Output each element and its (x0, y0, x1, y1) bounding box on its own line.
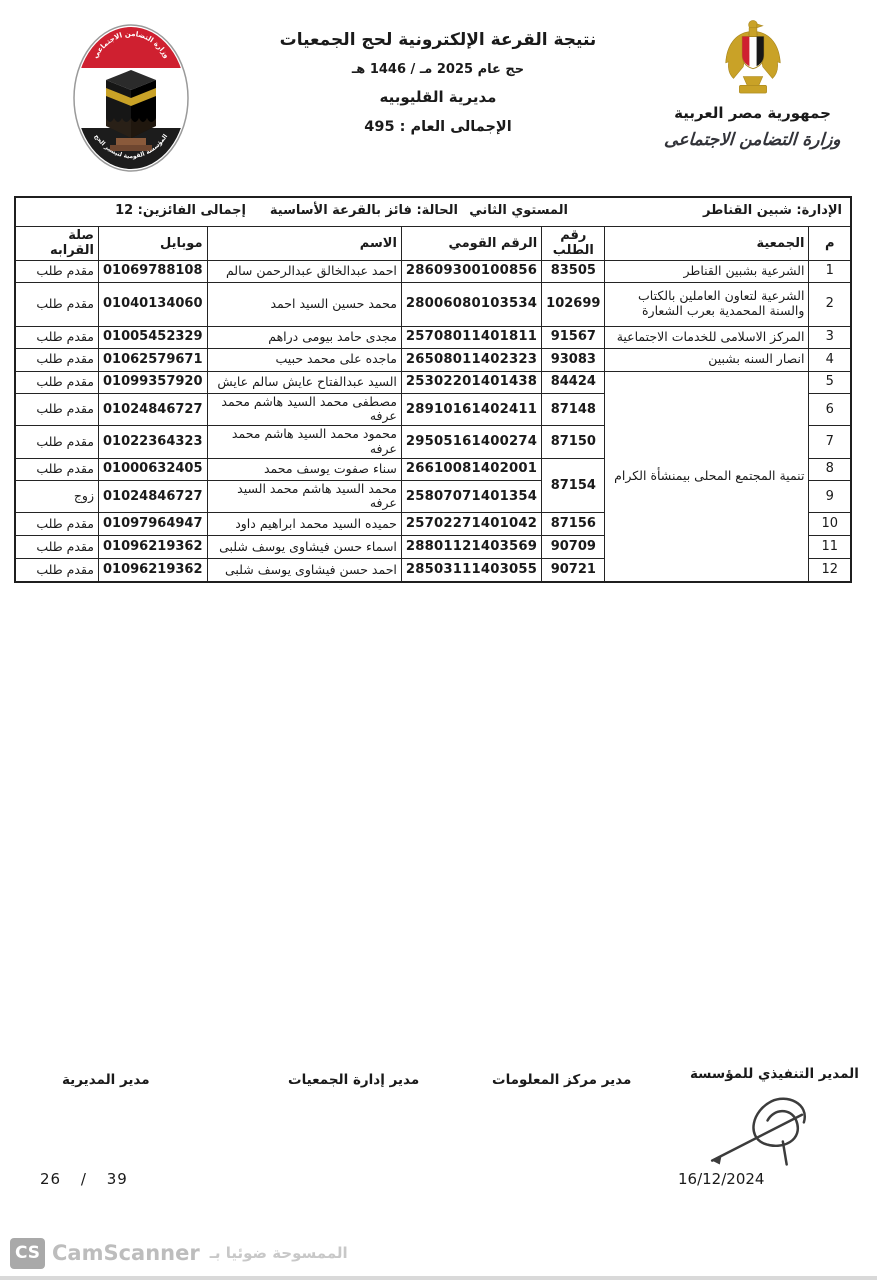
cell-request-no: 90721 (542, 559, 605, 582)
cell-num: 5 (809, 371, 851, 393)
svg-text:وزارة التضامن الاجتماعي: وزارة التضامن الاجتماعي (91, 29, 171, 60)
cell-mobile: 01000632405 (99, 458, 208, 480)
cell-name: محمد السيد هاشم محمد السيد عرفه (207, 480, 401, 513)
cell-association: انصار السنه بشبين (605, 348, 809, 371)
ministry-calligraphy: وزارة التضامن الاجتماعى (663, 130, 842, 150)
camscanner-logo-icon: CS (10, 1238, 45, 1269)
cell-mobile: 01099357920 (99, 371, 208, 393)
table-info-row (15, 197, 851, 227)
cell-national-id: 28801121403569 (401, 536, 541, 559)
column-header-relation: صلة القرابه (15, 227, 99, 261)
total-winners-label: إجمالى الفائزين: 12 (115, 203, 246, 218)
cell-num: 6 (809, 393, 851, 426)
cell-num: 1 (809, 260, 851, 282)
cell-name: احمد عبدالخالق عبدالرحمن سالم (207, 260, 401, 282)
cell-national-id: 25807071401354 (401, 480, 541, 513)
level-label: المستوي الثاني (469, 203, 568, 218)
cell-request-no: 102699 (542, 282, 605, 326)
cell-mobile: 01069788108 (99, 260, 208, 282)
handwritten-signature-icon (688, 1088, 828, 1174)
cell-relation: مقدم طلب (15, 260, 99, 282)
cell-name: مصطفى محمد السيد هاشم محمد عرفه (207, 393, 401, 426)
cell-national-id: 29505161400274 (401, 426, 541, 459)
page-title: نتيجة القرعة الإلكترونية لحج الجمعيات (279, 30, 597, 50)
cell-relation: مقدم طلب (15, 426, 99, 459)
document-date: 16/12/2024 (678, 1170, 765, 1188)
cell-mobile: 01022364323 (99, 426, 208, 459)
cell-request-no: 83505 (542, 260, 605, 282)
scan-edge-artifact (0, 1276, 877, 1280)
cell-association: الشرعية بشبين القناطر (605, 260, 809, 282)
hajj-foundation-emblem (72, 22, 190, 178)
cell-national-id: 28006080103534 (401, 282, 541, 326)
cell-association-merged: تنمية المجتمع المحلى بيمنشأة الكرام (605, 371, 809, 582)
cell-association: الشرعية لتعاون العاملين بالكتاب والسنة المحمدية بعرب الشعارة (605, 282, 809, 326)
column-header-name: الاسم (207, 227, 401, 261)
column-header-num: م (809, 227, 851, 261)
cell-relation: مقدم طلب (15, 393, 99, 426)
cell-name: محمد حسين السيد احمد (207, 282, 401, 326)
column-header-association: الجمعية (605, 227, 809, 261)
page-separator: / (80, 1170, 87, 1188)
total-pages: 39 (106, 1170, 128, 1188)
cell-name: السيد عبدالفتاح عايش سالم عايش (207, 371, 401, 393)
cell-num: 4 (809, 348, 851, 371)
column-header-request-no: رقم الطلب (542, 227, 605, 261)
cell-mobile: 01024846727 (99, 480, 208, 513)
cell-mobile: 01097964947 (99, 513, 208, 536)
camscanner-brand: CamScanner (52, 1241, 200, 1265)
cell-relation: مقدم طلب (15, 282, 99, 326)
cell-request-no: 87150 (542, 426, 605, 459)
camscanner-watermark (10, 1236, 348, 1270)
cell-national-id: 25702271401042 (401, 513, 541, 536)
table-row (15, 326, 851, 348)
table-header-row (15, 227, 851, 261)
table-row (15, 282, 851, 326)
signature-associations-director: مدير إدارة الجمعيات (288, 1072, 420, 1088)
cell-num: 2 (809, 282, 851, 326)
cell-name: محمود محمد السيد هاشم محمد عرفه (207, 426, 401, 459)
cell-name: احمد حسن فيشاوى يوسف شلبى (207, 559, 401, 582)
lottery-results-table (14, 196, 852, 583)
cell-relation: مقدم طلب (15, 326, 99, 348)
cell-name: اسماء حسن فيشاوى يوسف شلبى (207, 536, 401, 559)
egypt-eagle-icon (714, 16, 792, 98)
cell-request-no: 87148 (542, 393, 605, 426)
cell-request-no: 91567 (542, 326, 605, 348)
cell-national-id: 25302201401438 (401, 371, 541, 393)
cell-request-no: 93083 (542, 348, 605, 371)
cell-mobile: 01096219362 (99, 559, 208, 582)
cell-relation: مقدم طلب (15, 458, 99, 480)
cell-num: 8 (809, 458, 851, 480)
column-header-national-id: الرقم القومي (401, 227, 541, 261)
cell-num: 10 (809, 513, 851, 536)
cell-num: 12 (809, 559, 851, 582)
page-number (40, 1170, 128, 1188)
cell-national-id: 25708011401811 (401, 326, 541, 348)
cell-num: 7 (809, 426, 851, 459)
republic-name: جمهورية مصر العربية (674, 104, 831, 122)
cell-national-id: 26610081402001 (401, 458, 541, 480)
cell-num: 3 (809, 326, 851, 348)
cell-relation: مقدم طلب (15, 513, 99, 536)
cell-relation: مقدم طلب (15, 536, 99, 559)
signature-executive-director: المدير التنفيذي للمؤسسة (690, 1066, 859, 1082)
cell-national-id: 28503111403055 (401, 559, 541, 582)
cell-name: مجدى حامد بيومى دراهم (207, 326, 401, 348)
cell-name: حميده السيد محمد ابراهيم داود (207, 513, 401, 536)
cell-national-id: 28609300100856 (401, 260, 541, 282)
cell-mobile: 01062579671 (99, 348, 208, 371)
column-header-mobile: موبايل (99, 227, 208, 261)
cell-request-no: 84424 (542, 371, 605, 393)
current-page: 26 (40, 1170, 62, 1188)
administration-label: الإدارة: شبين القناطر (703, 203, 842, 218)
cell-request-no-merged: 87154 (542, 458, 605, 513)
signature-info-center-director: مدير مركز المعلومات (492, 1072, 632, 1088)
status-label: الحالة: فائز بالقرعة الأساسية (269, 203, 458, 218)
svg-text:المؤسسة القومية لتيسير الحج: المؤسسة القومية لتيسير الحج (92, 133, 170, 160)
signature-directorate-director: مدير المديرية (62, 1072, 150, 1088)
cell-name: سناء صفوت يوسف محمد (207, 458, 401, 480)
table-row (15, 371, 851, 393)
cell-national-id: 26508011402323 (401, 348, 541, 371)
cell-mobile: 01096219362 (99, 536, 208, 559)
directorate-name: مديرية القليوبيه (379, 88, 497, 106)
cell-num: 11 (809, 536, 851, 559)
cell-num: 9 (809, 480, 851, 513)
cell-request-no: 90709 (542, 536, 605, 559)
cell-association: المركز الاسلامى للخدمات الاجتماعية (605, 326, 809, 348)
cell-mobile: 01024846727 (99, 393, 208, 426)
cell-relation: مقدم طلب (15, 559, 99, 582)
ministry-logo-block (645, 16, 860, 150)
hajj-year: حج عام 2025 مـ / 1446 هـ (351, 62, 525, 77)
grand-total: الإجمالى العام : 495 (364, 119, 512, 135)
cell-mobile: 01040134060 (99, 282, 208, 326)
cell-request-no: 87156 (542, 513, 605, 536)
scanned-with-label: الممسوحة ضوئيا بـ (209, 1244, 348, 1262)
cell-name: ماجده على محمد حبيب (207, 348, 401, 371)
kaaba-emblem-icon (72, 22, 190, 174)
cell-relation: مقدم طلب (15, 371, 99, 393)
cell-relation: زوج (15, 480, 99, 513)
table-row (15, 348, 851, 371)
cell-mobile: 01005452329 (99, 326, 208, 348)
cell-relation: مقدم طلب (15, 348, 99, 371)
document-header (253, 30, 623, 135)
cell-national-id: 28910161402411 (401, 393, 541, 426)
table-row (15, 260, 851, 282)
